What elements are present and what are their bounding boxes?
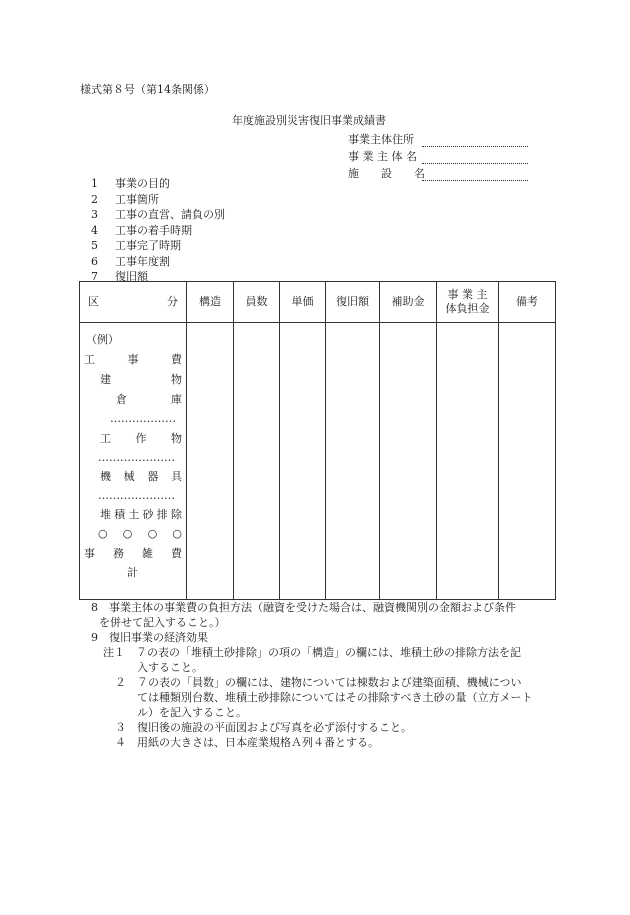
row-structure-works	[100, 432, 182, 446]
row-char: 砂	[142, 508, 154, 521]
item-number: 3	[91, 208, 98, 221]
list-item	[91, 239, 225, 255]
item-8-line: を併せて記入すること。）	[99, 616, 226, 629]
row-char: 工	[100, 432, 111, 445]
item-text: 工事完了時期	[115, 239, 181, 252]
item-number: 1	[91, 177, 98, 190]
header-kubun	[80, 282, 187, 323]
field-facility-name	[348, 164, 528, 181]
item-text: 工事年度割	[115, 254, 170, 268]
row-char: 具	[170, 470, 182, 483]
row-char: 庫	[171, 393, 182, 406]
field-address-line	[422, 135, 528, 147]
remarks-cell	[499, 323, 556, 600]
table-header-row	[80, 282, 556, 323]
row-char: 費	[171, 547, 182, 560]
kubun-cell	[80, 323, 187, 600]
unit-price-cell	[280, 323, 326, 600]
field-facility-name-line	[422, 169, 528, 181]
row-building	[100, 373, 182, 387]
item-8-line: 8 事業主体の事業費の負担方法（融資を受けた場合は、融資機関別の金額および条件	[91, 601, 516, 614]
header-count: 員数	[234, 282, 280, 323]
row-char: 工	[84, 353, 95, 366]
item-text: 工事の直営、請負の別	[115, 208, 225, 221]
document-title: 年度施設別災害復旧事業成績書	[232, 114, 386, 127]
note-4: ４ 用紙の大きさは、日本産業規格Ａ列４番とする。	[115, 736, 379, 749]
header-unit-price: 単価	[280, 282, 326, 323]
note-2-line: ル）を記入すること。	[137, 706, 247, 719]
row-char: 物	[171, 432, 182, 445]
note-3: ３ 復旧後の施設の平面図および写真を必ず添付すること。	[115, 721, 412, 734]
list-item	[91, 193, 225, 209]
circle-mark: ○	[122, 527, 133, 540]
row-char: 堆	[100, 508, 111, 521]
field-address-label: 事業主体住所	[348, 133, 414, 146]
item-number: 7	[91, 270, 98, 283]
row-char: 械	[123, 470, 135, 483]
header-kubun-char: 分	[167, 295, 178, 308]
circle-mark: ○	[172, 527, 182, 540]
row-office-expenses	[84, 547, 182, 561]
note-2-line: ては種類別台数、堆積土砂排除についてはその排除すべき土砂の量（立方メート	[137, 691, 533, 704]
row-char: 積	[114, 508, 126, 521]
notes-section	[91, 600, 566, 750]
item-text: 事業の目的	[115, 177, 170, 190]
row-warehouse	[116, 393, 182, 407]
header-subsidy: 補助金	[380, 282, 437, 323]
field-entity-name-line	[422, 152, 528, 164]
list-item	[91, 177, 225, 193]
row-char: 物	[171, 373, 182, 386]
item-text: 復旧額	[115, 270, 148, 283]
row-char: 務	[113, 547, 124, 560]
row-char: 費	[171, 353, 182, 366]
form-number: 様式第８号（第14条関係）	[80, 83, 215, 96]
row-char: 建	[100, 373, 111, 386]
row-char: 事	[127, 353, 139, 366]
field-entity-name	[348, 147, 528, 164]
header-remarks: 備考	[499, 282, 556, 323]
row-construction-cost	[84, 353, 182, 367]
row-char: 倉	[116, 393, 127, 406]
row-char: 事	[84, 547, 95, 560]
item-9: 9 復旧事業の経済効果	[91, 631, 208, 644]
row-char: 除	[170, 508, 182, 521]
row-char: 器	[147, 470, 159, 483]
dotted-leader: ………………	[110, 412, 176, 425]
list-item	[91, 224, 225, 240]
subsidy-cell	[380, 323, 437, 600]
restoration-amount-cell	[326, 323, 380, 600]
field-entity-name-label: 事 業 主 体 名	[348, 150, 417, 163]
list-item	[91, 255, 225, 271]
header-kubun-char: 区	[88, 295, 99, 308]
item-number: 5	[91, 239, 98, 252]
note-1-line: 注１ ７の表の「堆積土砂排除」の項の「構造」の欄には、堆積土砂の排除方法を記	[103, 646, 521, 659]
item-number: 4	[91, 223, 98, 237]
table-body-row	[80, 323, 556, 600]
row-machinery	[100, 470, 182, 484]
restoration-table	[79, 281, 556, 600]
row-char: 排	[156, 508, 168, 521]
header-fields	[348, 130, 528, 181]
entity-burden-cell	[437, 323, 499, 600]
header-structure: 構造	[187, 282, 234, 323]
row-char: 土	[128, 508, 140, 521]
circle-mark: ○	[98, 527, 108, 540]
note-1-line: 入すること。	[137, 661, 203, 674]
row-total: 計	[127, 566, 138, 579]
list-item	[91, 208, 225, 224]
circle-mark: ○	[147, 527, 158, 540]
count-cell	[234, 323, 280, 600]
row-char: 作	[135, 432, 147, 445]
item-text: 工事の着手時期	[115, 223, 192, 237]
row-sediment-removal	[100, 508, 182, 522]
row-char: 機	[100, 470, 111, 483]
example-label: （例）	[86, 333, 119, 346]
structure-cell	[187, 323, 234, 600]
item-number: 6	[91, 254, 98, 268]
dotted-leader: …………………	[98, 451, 175, 464]
header-restoration-amount: 復旧額	[326, 282, 380, 323]
item-number: 2	[91, 192, 98, 206]
dotted-leader: …………………	[98, 489, 175, 502]
field-address	[348, 130, 528, 147]
row-circles	[98, 527, 182, 541]
item-text: 工事箇所	[115, 192, 159, 206]
item-list	[91, 177, 225, 286]
field-facility-name-label: 施 設 名	[348, 167, 425, 180]
note-2-line: ２ ７の表の「員数」の欄には、建物については棟数および建築面積、機械につい	[115, 676, 522, 689]
header-entity-burden: 事 業 主 体負担金	[437, 282, 499, 323]
row-char: 雑	[142, 547, 153, 560]
